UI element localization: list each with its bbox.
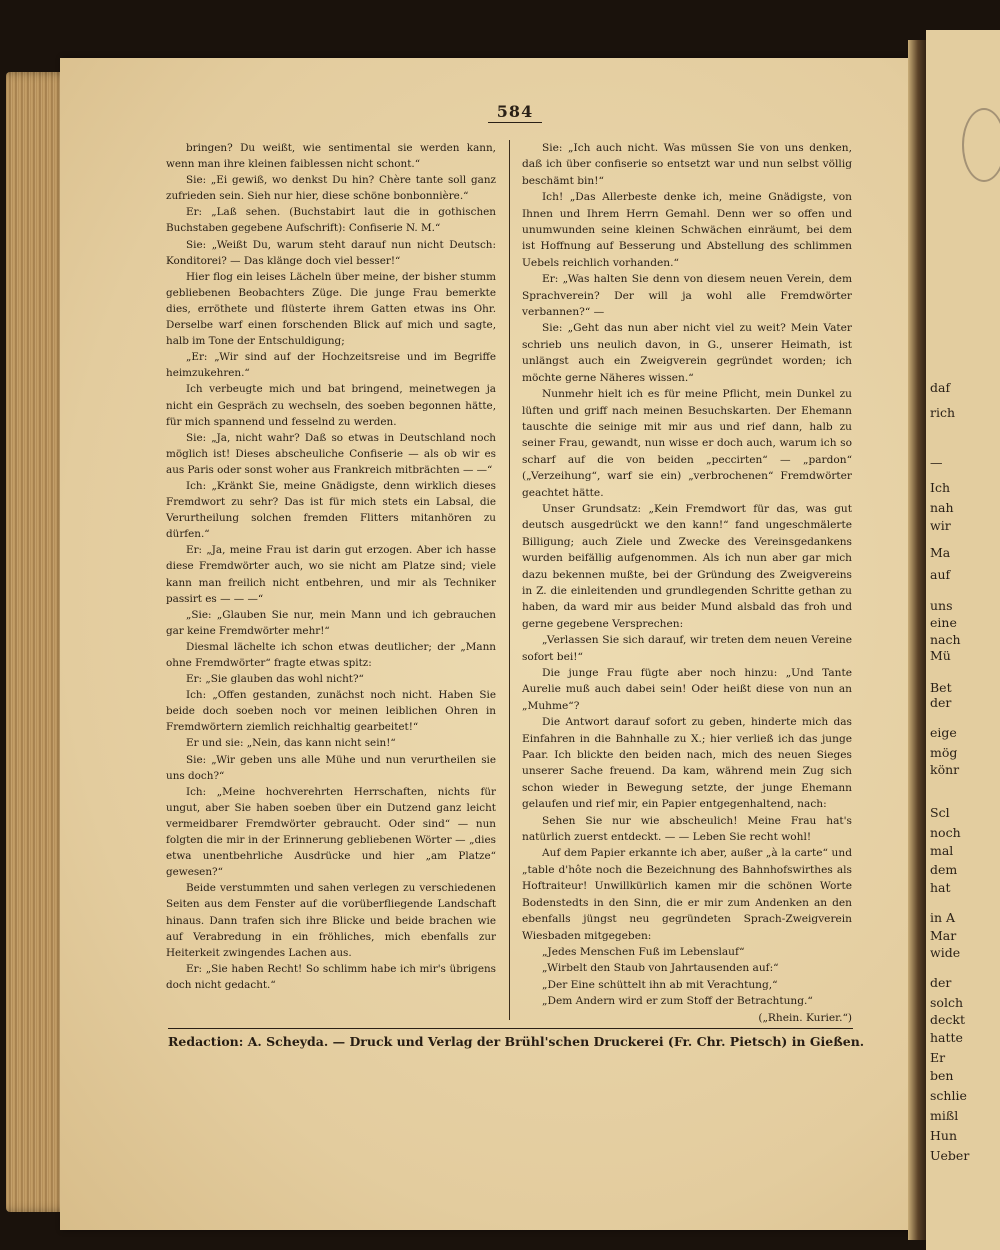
footer-rule xyxy=(168,1028,853,1029)
paragraph: Sie: „Wir geben uns alle Mühe und nun verurtheilen sie uns doch?“ xyxy=(166,753,496,782)
paragraph: Die Antwort darauf sofort zu geben, hinderte mich das Einfahren in die Bahnhalle zu X.; hier verließ ich das junge Paar. Ich blickte den beiden nach, mich des neuen Sieges unserer Sache freuend. Da kam, während mein Zug sich schon wieder in Bewegung setzte, der junge Ehemann gelaufen und rief mir, ein Papier entgegenhaltend, nach: xyxy=(522,716,852,811)
paragraph: Er und sie: „Nein, das kann nicht sein!“ xyxy=(186,737,396,750)
next-page-fragment: mißl xyxy=(930,1108,959,1123)
paragraph: Sie: „Ja, nicht wahr? Daß so etwas in Deutschland noch möglich ist! Dieses abscheuliche Confiserie — als ob wir es aus Paris oder sonst woher aus Frankreich mitbrächten — —“ xyxy=(166,431,496,476)
next-page-fragment: hat xyxy=(930,880,951,895)
next-page-fragment: Mar xyxy=(930,928,957,943)
paragraph: „Sie: „Glauben Sie nur, mein Mann und ich gebrauchen gar keine Fremdwörter mehr!“ xyxy=(166,608,496,637)
paragraph: „Dem Andern wird er zum Stoff der Betrachtung.“ xyxy=(542,995,813,1008)
next-page-fragment: daf xyxy=(930,380,951,395)
next-page-fragment: in A xyxy=(930,910,956,925)
paragraph: Ich: „Offen gestanden, zunächst noch nicht. Haben Sie beide doch soeben noch vor meinen leiblichen Ohren in Fremdwörtern ziemlich reichhaltig gearbeitet!“ xyxy=(166,689,496,734)
paragraph: Ich: „Kränkt Sie, meine Gnädigste, denn wirklich dieses Fremdwort zu sehr? Das ist für mich stets ein Labsal, die Verurtheilung solchen fremden Flitters mitanhören zu dürfen.“ xyxy=(166,479,496,541)
next-page-fragment: Hun xyxy=(930,1128,958,1143)
next-page-fragment: rich xyxy=(930,405,956,420)
paragraph: „Der Eine schüttelt ihn ab mit Verachtung,“ xyxy=(542,978,778,991)
paragraph: „Jedes Menschen Fuß im Lebenslauf“ xyxy=(542,945,745,958)
next-page-fragment: eine xyxy=(930,615,957,630)
next-page-fragment: könr xyxy=(930,762,960,777)
paragraph: Sie: „Geht das nun aber nicht viel zu weit? Mein Vater schrieb uns neulich davon, in G., unserer Heimath, ist unlängst auch ein Zweigverein gegründet worden; ich möchte gerne Näheres wissen.“ xyxy=(522,322,852,384)
paragraph: Beide verstummten und sahen verlegen zu verschiedenen Seiten aus dem Fenster auf die vorüberfliegende Landschaft hinaus. Dann trafen sich ihre Blicke und beide brachen wie auf Verabredung in ein fröhliches, mich ebenfalls zur Heiterkeit zwingendes Lachen aus. xyxy=(166,882,496,959)
next-page-fragment: ben xyxy=(930,1068,954,1083)
paragraph: Unser Grundsatz: „Kein Fremdwort für das, was gut deutsch ausgedrückt we den kann!“ fand ungeschmälerte Billigung; auch Ziele und Zwecke des Vereinsgedankens wurden beifällig aufgenommen. Als ich nun aber gar mich dazu bekennen mußte, bei der Gründung des Zweigvereins in Z. die einleitenden und grundlegenden Schritte gethan zu haben, da ward mir aus beider Mund alsbald das froh und gerne gegebene Versprechen: xyxy=(522,502,852,630)
next-page-fragment: mal xyxy=(930,843,954,858)
next-page-fragment: uns xyxy=(930,598,953,613)
paragraph: „Wirbelt den Staub von Jahrtausenden auf:“ xyxy=(542,962,779,975)
next-page-fragment: Mü xyxy=(930,648,951,663)
next-page-fragment: wir xyxy=(930,518,951,533)
paragraph: Sie: „Weißt Du, warum steht darauf nun nicht Deutsch: Konditorei? — Das klänge doch viel besser!“ xyxy=(166,238,496,267)
next-page-fragment: solch xyxy=(930,995,963,1010)
right-text-column xyxy=(522,140,852,1030)
next-page-fragment: hatte xyxy=(930,1030,963,1045)
next-page xyxy=(926,30,1000,1250)
library-stamp-icon xyxy=(962,108,1000,182)
source-attribution: („Rhein. Kurier.“) xyxy=(758,1011,852,1024)
next-page-fragment: Bet xyxy=(930,680,952,695)
paragraph: bringen? Du weißt, wie sentimental sie werden kann, wenn man ihre kleinen faiblessen nicht schont.“ xyxy=(166,142,496,171)
page-number-rule xyxy=(488,122,542,123)
next-page-fragment: Ma xyxy=(930,545,951,560)
page-number: 584 xyxy=(496,102,534,121)
paragraph: Die junge Frau fügte aber noch hinzu: „Und Tante Aurelie muß auch dabei sein! Oder heißt diese von nun an „Muhme“? xyxy=(522,667,852,712)
column-divider xyxy=(509,140,510,1020)
paragraph: Sie: „Ich auch nicht. Was müssen Sie von uns denken, daß ich über confiserie so entsetzt war und nun selbst völlig beschämt bin!“ xyxy=(522,142,852,187)
paragraph: Nunmehr hielt ich es für meine Pflicht, mein Dunkel zu lüften und griff nach meinen Besuchskarten. Der Ehemann tauschte die seinige mit mir aus und rief dann, halb zu seiner Frau, gewandt, nun wisse er doch auch, warum ich so scharf auf die von beiden „peccirten“ — „pardon“ („Verzeihung“, warf sie ein) „verbrochenen“ Fremdwörter geachtet hätte. xyxy=(522,388,852,499)
next-page-fragment: nach xyxy=(930,632,961,647)
paragraph: Er: „Sie glauben das wohl nicht?“ xyxy=(186,673,364,686)
next-page-fragment: nah xyxy=(930,500,954,515)
next-page-fragment: Scl xyxy=(930,805,950,820)
next-page-fragment: Ueber xyxy=(930,1148,970,1163)
next-page-fragment: auf xyxy=(930,567,951,582)
next-page-fragment: schlie xyxy=(930,1088,967,1103)
paragraph: Hier flog ein leises Lächeln über meine, der bisher stumm gebliebenen Beobachters Züge. Die junge Frau bemerkte dies, erröthete und flüsterte ihrem Gatten etwas ins Ohr. Derselbe warf einen forschenden Blick auf mich und sagte, halb im Tone der Entschuldigung; xyxy=(166,270,496,348)
paragraph: Diesmal lächelte ich schon etwas deutlicher; der „Mann ohne Fremdwörter“ fragte etwas spitz: xyxy=(166,640,496,669)
next-page-fragment: dem xyxy=(930,862,958,877)
next-page-fragment: der xyxy=(930,975,952,990)
next-page-fragment: wide xyxy=(930,945,961,960)
paragraph: Ich! „Das Allerbeste denke ich, meine Gnädigste, von Ihnen und Ihrem Herrn Gemahl. Denn wer so offen und unumwunden seine kleinen Schwächen einräumt, bei dem ist Hoffnung auf Besserung und Abstellung des schlimmen Uebels reichlich vorhanden.“ xyxy=(522,191,852,269)
next-page-fragment: deckt xyxy=(930,1012,965,1027)
paragraph: Er: „Laß sehen. (Buchstabirt laut die in gothischen Buchstaben gegebene Aufschrift): Confiserie N. M.“ xyxy=(166,206,496,235)
paragraph: „Verlassen Sie sich darauf, wir treten dem neuen Vereine sofort bei!“ xyxy=(522,634,852,663)
next-page-fragment: noch xyxy=(930,825,961,840)
book-gutter xyxy=(908,40,928,1240)
paragraph: Ich: „Meine hochverehrten Herrschaften, nichts für ungut, aber Sie haben soeben über ein Dutzend ganz leicht vermeidbarer Fremdwörter gebraucht. Oder sind“ — nun folgten die mir in der Erinnerung gebliebenen Wörter — „dies etwa unentbehrliche Ausdrücke und hier „am Platze“ gewesen?“ xyxy=(166,785,496,879)
next-page-fragment: Er xyxy=(930,1050,946,1065)
imprint-footer: Redaction: A. Scheyda. — Druck und Verlag der Brühl'schen Druckerei (Fr. Chr. Pietsch) in Gießen. xyxy=(168,1034,865,1049)
next-page-fragment: Ich xyxy=(930,480,950,495)
paragraph: Sie: „Ei gewiß, wo denkst Du hin? Chère tante soll ganz zufrieden sein. Sieh nur hier, diese schöne bonbonnière.“ xyxy=(166,174,496,203)
left-text-column xyxy=(166,140,496,1030)
paragraph: Sehen Sie nur wie abscheulich! Meine Frau hat's natürlich zuerst entdeckt. — — Leben Sie recht wohl! xyxy=(522,814,852,844)
paragraph: Er: „Ja, meine Frau ist darin gut erzogen. Aber ich hasse diese Fremdwörter auch, wo sie nicht am Platze sind; viele kann man freilich nicht entbehren, und mir als Techniker passirt es — — —“ xyxy=(166,544,496,605)
next-page-fragment: der xyxy=(930,695,952,710)
next-page-fragment: — xyxy=(930,455,943,470)
paragraph: Er: „Sie haben Recht! So schlimm habe ich mir's übrigens doch nicht gedacht.“ xyxy=(166,962,496,991)
paragraph: Er: „Was halten Sie denn von diesem neuen Verein, dem Sprachverein? Der will ja wohl alle Fremdwörter verbannen?“ — xyxy=(522,273,852,319)
paragraph: Auf dem Papier erkannte ich aber, außer „à la carte“ und „table d'hôte noch die Bezeichnung des Bahnhofswirthes als Hoftraiteur! Unwillkürlich kamen mir die schönen Worte Bodenstedts in den Sinn, die er mir zum Andenken an den ebenfalls jüngst neu gegründeten Sprach-Zweigverein Wiesbaden mitgegeben: xyxy=(522,847,852,942)
paragraph: Ich verbeugte mich und bat bringend, meinetwegen ja nicht ein Gespräch zu wechseln, des soeben begonnen hätte, für mich spannend und fesselnd zu werden. xyxy=(166,383,496,428)
next-page-fragment: mög xyxy=(930,745,958,760)
paragraph: „Er: „Wir sind auf der Hochzeitsreise und im Begriffe heimzukehren.“ xyxy=(166,351,496,380)
next-page-fragment: eige xyxy=(930,725,957,740)
